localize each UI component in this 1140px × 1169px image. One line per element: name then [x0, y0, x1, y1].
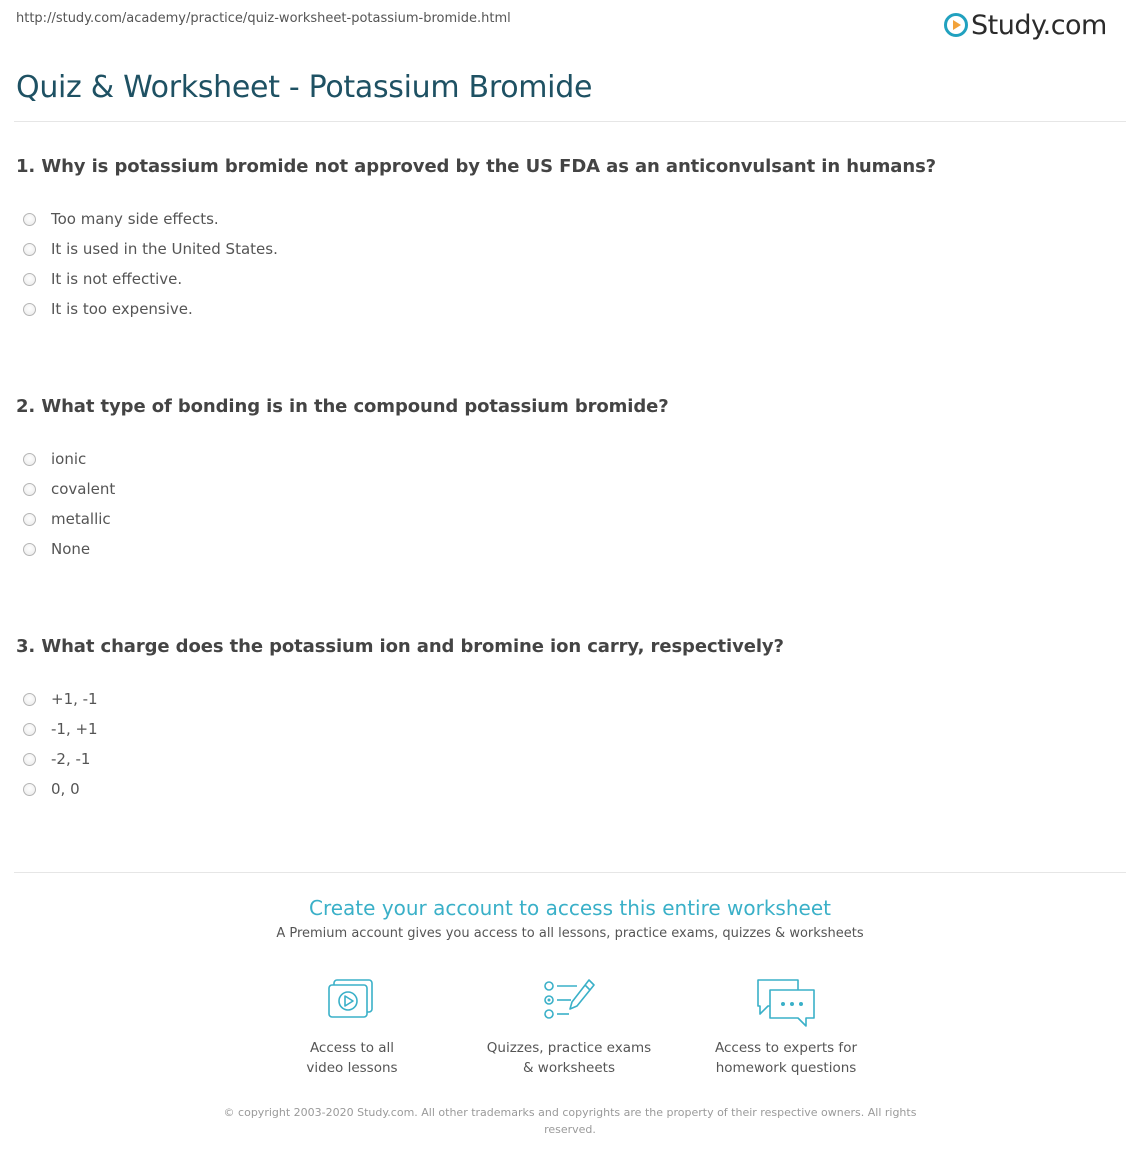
feature-label-line: homework questions: [715, 1060, 857, 1076]
create-account-link[interactable]: Create your account to access this entire worksheet: [309, 896, 831, 920]
option-label: It is used in the United States.: [51, 240, 278, 258]
radio-button[interactable]: [23, 213, 36, 226]
feature-label: [469, 1038, 669, 1078]
radio-button[interactable]: [23, 243, 36, 256]
option-label: ionic: [51, 450, 87, 468]
answer-options: [16, 677, 1116, 811]
option-label: -2, -1: [51, 750, 91, 768]
radio-button[interactable]: [23, 303, 36, 316]
divider: [14, 121, 1126, 122]
radio-button[interactable]: [23, 723, 36, 736]
answer-option[interactable]: [16, 287, 1116, 331]
answer-option[interactable]: [16, 767, 1116, 811]
radio-button[interactable]: [23, 783, 36, 796]
option-label: +1, -1: [51, 690, 98, 708]
feature-label-line: video lessons: [306, 1060, 398, 1076]
radio-button[interactable]: [23, 453, 36, 466]
study-logo[interactable]: [944, 8, 1107, 42]
copyright-line: © copyright 2003-2020 Study.com. All other trademarks and copyrights are the property of their respective owners. All rights: [223, 1106, 917, 1119]
feature-quizzes: [469, 976, 669, 1078]
play-logo-icon: [944, 13, 968, 37]
feature-label: [252, 1038, 452, 1078]
top-bar: [0, 0, 1140, 50]
radio-button[interactable]: [23, 693, 36, 706]
logo-text: Study.com: [971, 9, 1107, 41]
radio-button[interactable]: [23, 753, 36, 766]
quiz-checklist-icon: [539, 976, 599, 1024]
feature-label-line: Access to all: [309, 1040, 395, 1056]
question-text: 2. What type of bonding is in the compound potassium bromide?: [16, 396, 669, 417]
page-url: http://study.com/academy/practice/quiz-worksheet-potassium-bromide.html: [16, 11, 511, 26]
question-text: 1. Why is potassium bromide not approved by the US FDA as an anticonvulsant in humans?: [16, 156, 937, 177]
feature-video-lessons: [252, 976, 452, 1078]
option-label: -1, +1: [51, 720, 98, 738]
option-label: It is too expensive.: [51, 300, 193, 318]
radio-button[interactable]: [23, 513, 36, 526]
video-lessons-icon: [324, 976, 380, 1024]
answer-option[interactable]: [16, 527, 1116, 571]
question-1: [16, 156, 1116, 331]
option-label: It is not effective.: [51, 270, 183, 288]
question-3: [16, 636, 1116, 811]
option-label: Too many side effects.: [51, 210, 219, 228]
option-label: metallic: [51, 510, 111, 528]
feature-experts: [686, 976, 886, 1078]
option-label: 0, 0: [51, 780, 80, 798]
feature-label: [686, 1038, 886, 1078]
answer-options: [16, 197, 1116, 331]
copyright-notice: [210, 1104, 930, 1138]
chat-bubbles-icon: [754, 976, 818, 1028]
feature-label-line: Access to experts for: [714, 1040, 857, 1056]
radio-button[interactable]: [23, 543, 36, 556]
premium-description: A Premium account gives you access to all lessons, practice exams, quizzes & worksheets: [276, 926, 864, 941]
feature-label-line: Quizzes, practice exams: [486, 1040, 652, 1056]
option-label: covalent: [51, 480, 116, 498]
radio-button[interactable]: [23, 273, 36, 286]
question-text: 3. What charge does the potassium ion and bromine ion carry, respectively?: [16, 636, 784, 657]
answer-options: [16, 437, 1116, 571]
copyright-line: reserved.: [544, 1123, 596, 1136]
option-label: None: [51, 540, 91, 558]
question-2: [16, 396, 1116, 571]
feature-label-line: & worksheets: [522, 1060, 615, 1076]
radio-button[interactable]: [23, 483, 36, 496]
divider: [14, 872, 1126, 873]
page-title: Quiz & Worksheet - Potassium Bromide: [16, 70, 593, 105]
